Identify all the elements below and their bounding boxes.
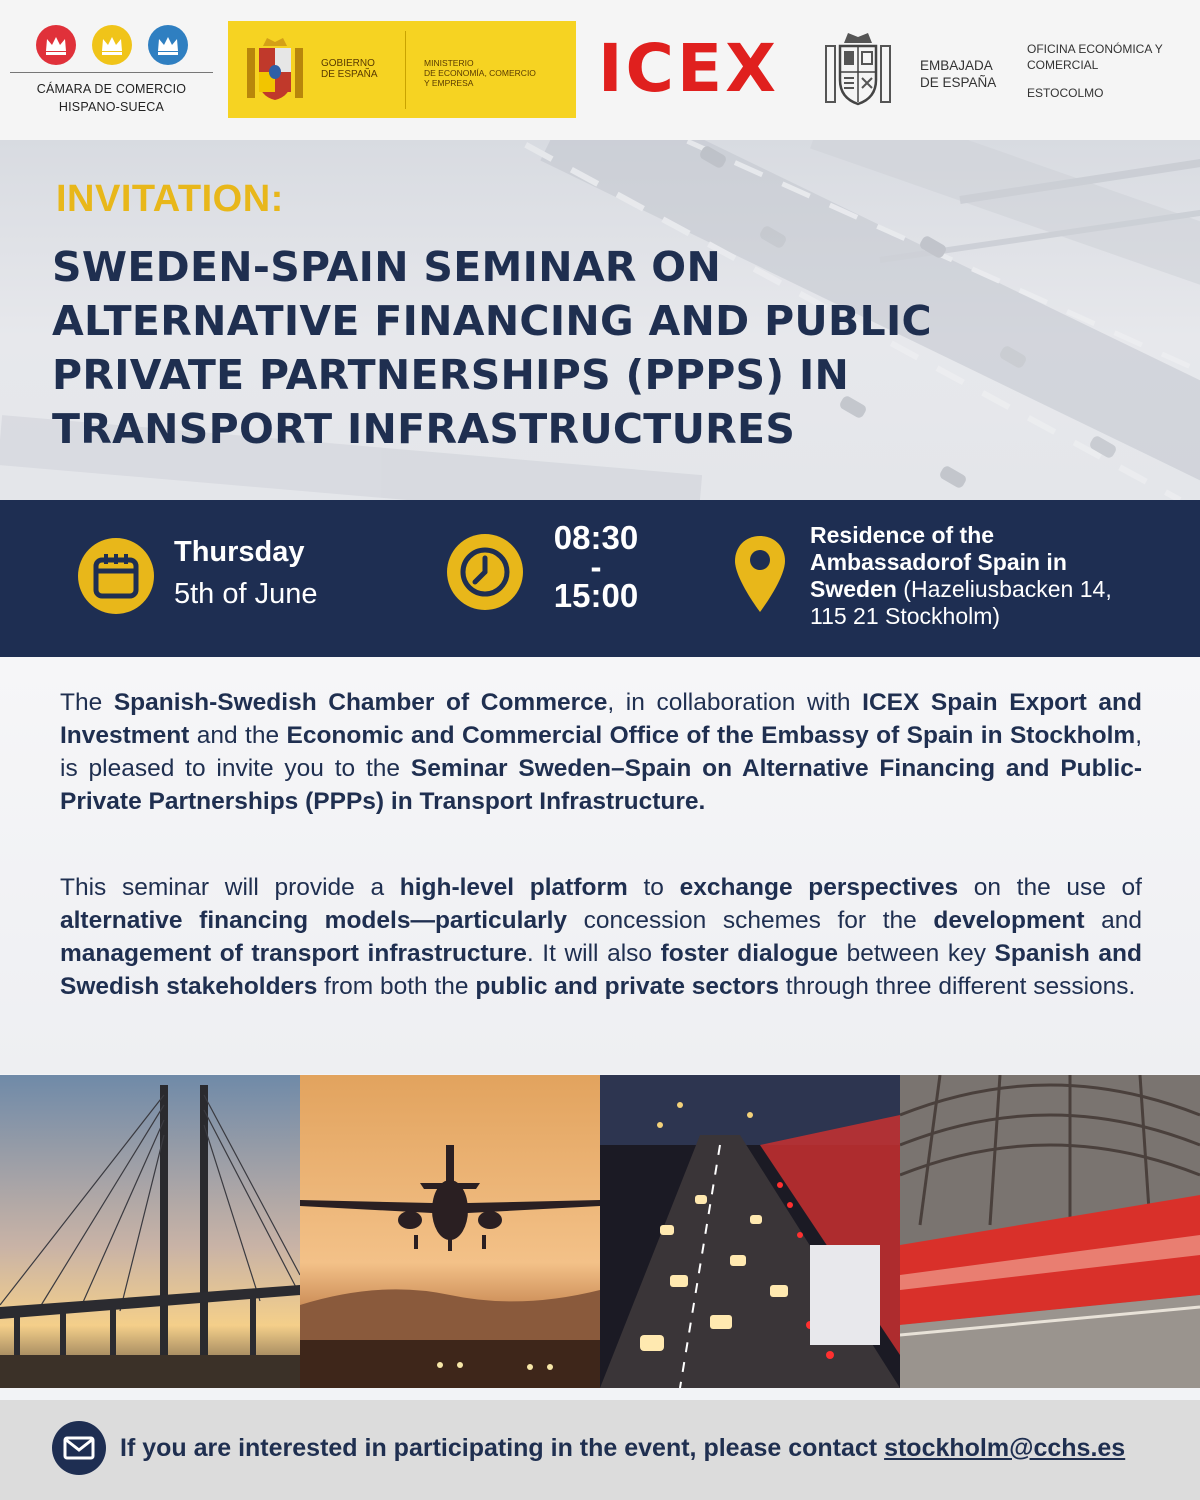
venue-line3-address: (Hazeliusbacken 14,: [896, 576, 1112, 602]
chamber-yellow-crown-icon: [92, 25, 132, 65]
event-title: [52, 240, 1052, 456]
venue-line3-bold: Sweden: [810, 576, 897, 602]
event-title-line3: PRIVATE PARTNERSHIPS (PPPS) IN: [52, 351, 850, 399]
venue-line4: 115 21 Stockholm): [810, 603, 1001, 629]
government-label-line2: DE ESPAÑA: [321, 69, 378, 80]
government-divider: [405, 31, 406, 109]
location-pin-icon: [733, 534, 787, 614]
clock-icon: [447, 534, 523, 610]
seminar-description-paragraph: This seminar will provide a high-level platform to exchange perspectives on the use of alternative financing models—particularly concession schemes for the development and management of transport infrastructure. It will also foster dialogue between key Spanish and Swedish stakeholders from both the public and private sectors through three different sessions.: [60, 874, 1143, 1000]
chamber-name: [10, 80, 213, 116]
embassy-coat-of-arms-icon: [822, 28, 894, 110]
chamber-name-line2: HISPANO-SUECA: [58, 100, 165, 114]
mail-icon: [52, 1421, 106, 1475]
office-label-line1: OFICINA ECONÓMICA Y: [1027, 42, 1163, 56]
office-label: [1027, 41, 1192, 73]
event-title-line2: ALTERNATIVE FINANCING AND PUBLIC: [52, 297, 932, 345]
chamber-divider: [10, 72, 213, 73]
event-venue: [810, 522, 1170, 630]
event-day: Thursday: [174, 536, 305, 568]
event-date: 5th of June: [174, 578, 318, 610]
ministry-label: [424, 58, 572, 88]
spain-coat-of-arms-icon: [245, 34, 305, 106]
embassy-label: [920, 57, 1010, 91]
embassy-label-line1: EMBAJADA: [920, 58, 993, 73]
ministry-label-line2: DE ECONOMÍA, COMERCIO: [424, 68, 536, 78]
calendar-icon: [78, 538, 154, 614]
event-time-end: 15:00: [553, 577, 639, 614]
event-time: [536, 519, 656, 614]
ministry-label-line1: MINISTERIO: [424, 58, 474, 68]
venue-line1: Residence of the: [810, 522, 995, 548]
contact-text: If you are interested in participating in the event, please contact: [120, 1434, 885, 1462]
chamber-blue-crown-icon: [148, 25, 188, 65]
icex-logo: ICEX: [598, 30, 779, 107]
office-city: ESTOCOLMO: [1027, 86, 1104, 100]
chamber-name-line1: CÁMARA DE COMERCIO: [36, 82, 187, 96]
invitation-kicker: INVITATION:: [56, 178, 284, 220]
office-label-line2: COMERCIAL: [1027, 58, 1099, 72]
event-time-separator: -: [590, 548, 602, 585]
bridge-photo: [0, 1075, 300, 1388]
chamber-red-crown-icon: [36, 25, 76, 65]
ministry-label-line3: Y EMPRESA: [424, 78, 474, 88]
train-station-photo: [900, 1075, 1200, 1388]
event-title-line1: SWEDEN-SPAIN SEMINAR ON: [52, 243, 722, 291]
government-label-line1: GOBIERNO: [321, 58, 375, 69]
contact-line: [120, 1434, 1125, 1463]
event-time-start: 08:30: [553, 519, 639, 556]
intro-paragraph: The Spanish-Swedish Chamber of Commerce, in collaboration with ICEX Spain Export and Investment and the Economic and Commercial Office of the Embassy of Spain in Stockholm, is pleased to invite you to the Seminar Sweden–Spain on Alternative Financing and Public-Private Partnerships (PPPs) in Transport Infrastructure.: [60, 689, 1142, 815]
embassy-label-line2: DE ESPAÑA: [920, 75, 997, 90]
highway-traffic-photo: [600, 1075, 900, 1388]
venue-line2: Ambassadorof Spain in: [810, 549, 1067, 575]
airplane-photo: [300, 1075, 600, 1388]
event-title-line4: TRANSPORT INFRASTRUCTURES: [52, 405, 796, 453]
contact-email-link[interactable]: stockholm@cchs.es: [884, 1434, 1126, 1462]
government-label: [321, 58, 401, 80]
